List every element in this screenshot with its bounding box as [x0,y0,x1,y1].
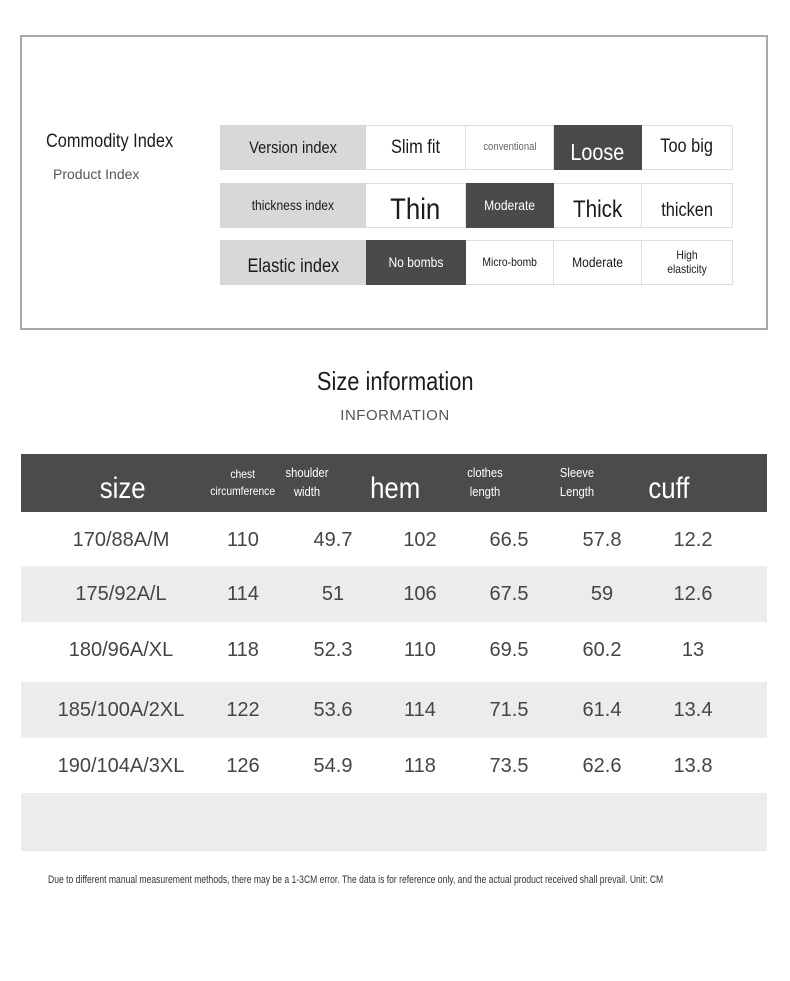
elastic-index-row [220,240,733,285]
table-row [21,566,767,622]
cell-size: 180/96A/XL [68,638,174,661]
cell-size: 175/92A/L [75,582,167,605]
header-hem: hem [369,471,421,505]
commodity-index-title: Commodity Index [46,131,174,152]
elastic-option-moderate: Moderate [554,240,642,285]
measurement-note: Due to different manual measurement methods, there may be a 1-3CM error. The data is for reference only, and the actual product received shall prevail. Unit: CM [48,874,664,886]
cell-chest: 122 [226,698,260,721]
header-shoulder-width: shoulder width [285,465,329,499]
version-index-label: Version index [220,125,366,170]
cell-chest: 114 [227,582,259,605]
header-sleeve-length: Sleeve Length [559,465,595,499]
cell-clothes-length: 69.5 [489,638,529,661]
cell-sleeve-length: 60.2 [582,638,622,661]
thickness-index-row [220,183,733,228]
cell-shoulder: 52.3 [313,638,353,661]
cell-cuff: 12.2 [673,528,713,551]
cell-hem: 110 [404,638,436,661]
cell-chest: 126 [226,754,260,777]
cell-sleeve-length: 57.8 [582,528,622,551]
cell-cuff: 13 [681,638,705,661]
elastic-option-no-bombs-selected: No bombs [366,240,466,285]
table-row [21,682,767,738]
elastic-option-micro-bomb: Micro-bomb [466,240,554,285]
cell-sleeve-length: 59 [590,582,614,605]
thickness-option-thick: Thick [554,183,642,228]
elastic-index-label: Elastic index [220,240,366,285]
header-cuff: cuff [648,471,690,505]
cell-clothes-length: 73.5 [489,754,529,777]
elastic-option-high-elasticity: High elasticity [642,240,733,285]
size-information-subtitle: INFORMATION [340,407,450,424]
thickness-option-thicken: thicken [642,183,733,228]
cell-chest: 118 [227,638,259,661]
cell-sleeve-length: 62.6 [582,754,622,777]
cell-cuff: 12.6 [673,582,713,605]
thickness-option-thin: Thin [366,183,466,228]
header-size: size [100,471,146,505]
size-information-title: Size information [316,366,474,396]
cell-shoulder: 49.7 [313,528,353,551]
version-option-too-big: Too big [642,125,733,170]
cell-size: 170/88A/M [72,528,170,551]
cell-hem: 118 [404,754,436,777]
empty-table-row [21,793,767,851]
cell-sleeve-length: 61.4 [582,698,622,721]
cell-shoulder: 51 [321,582,345,605]
product-index-subtitle: Product Index [53,166,140,182]
version-index-row [220,125,733,170]
version-option-loose-selected: Loose [554,125,642,170]
cell-cuff: 13.4 [673,698,713,721]
cell-cuff: 13.8 [673,754,713,777]
version-option-slim-fit: Slim fit [366,125,466,170]
cell-chest: 110 [227,528,259,551]
cell-hem: 106 [403,582,437,605]
cell-hem: 114 [404,698,436,721]
cell-size: 190/104A/3XL [57,754,185,777]
thickness-index-label: thickness index [220,183,366,228]
cell-clothes-length: 66.5 [489,528,529,551]
size-table-header [21,454,767,512]
table-row [21,622,767,678]
header-chest-circumference: chest circumference [210,466,276,498]
cell-shoulder: 54.9 [313,754,353,777]
table-row [21,512,767,568]
cell-clothes-length: 67.5 [489,582,529,605]
cell-size: 185/100A/2XL [57,698,185,721]
table-row [21,738,767,794]
cell-shoulder: 53.6 [313,698,353,721]
thickness-option-moderate-selected: Moderate [466,183,554,228]
header-clothes-length: clothes length [467,465,503,499]
cell-hem: 102 [403,528,437,551]
version-option-conventional: conventional [466,125,554,170]
size-table [21,454,767,512]
cell-clothes-length: 71.5 [489,698,529,721]
